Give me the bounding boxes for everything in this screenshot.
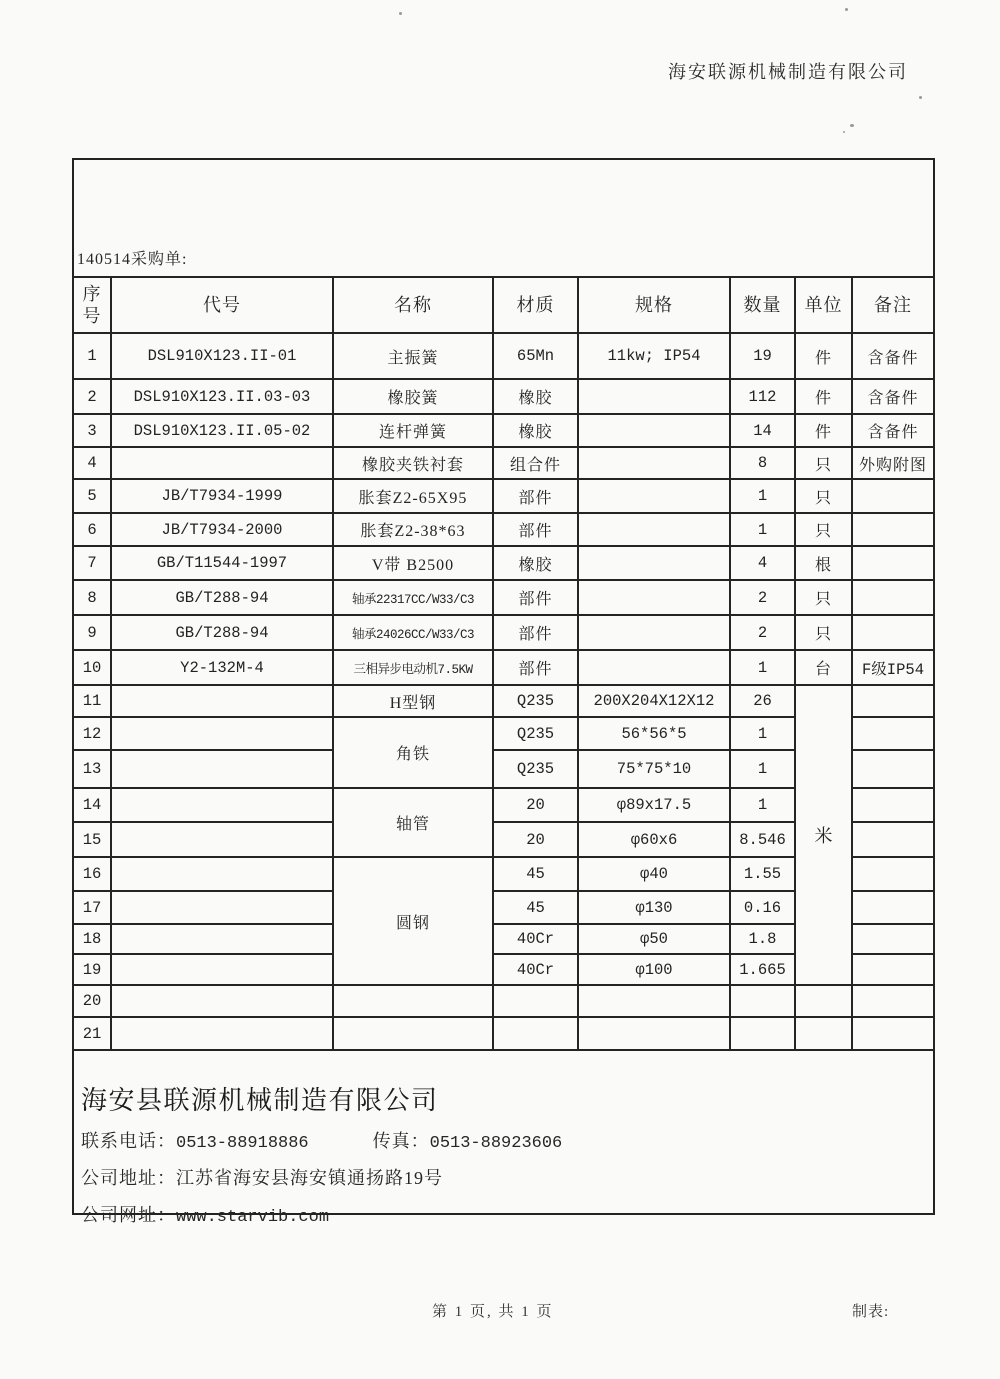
cell-qty: 19: [730, 333, 795, 379]
table-row: [73, 414, 934, 447]
cell-seq: 15: [73, 822, 111, 857]
cell-material: Q235: [493, 717, 578, 750]
cell-material: 65Mn: [493, 333, 578, 379]
cell-unit: 只: [795, 615, 852, 650]
cell-remark: [852, 788, 934, 822]
cell-unit: [795, 985, 852, 1017]
cell-name: 连杆弹簧: [333, 414, 493, 447]
cell-remark: [852, 615, 934, 650]
header-unit: 单位: [795, 277, 852, 333]
cell-material: 20: [493, 788, 578, 822]
cell-code: DSL910X123.II.05-02: [111, 414, 333, 447]
cell-qty: 1: [730, 788, 795, 822]
table-row: [73, 615, 934, 650]
cell-seq: 13: [73, 750, 111, 788]
cell-material: 橡胶: [493, 414, 578, 447]
cell-spec: φ40: [578, 857, 730, 891]
header-code: 代号: [111, 277, 333, 333]
cell-material: 部件: [493, 513, 578, 546]
cell-name: [333, 1017, 493, 1050]
phone-number: 0513-88918886: [176, 1134, 309, 1153]
cell-spec: [578, 447, 730, 479]
header-remark: 备注: [852, 277, 934, 333]
cell-seq: 16: [73, 857, 111, 891]
cell-seq: 18: [73, 924, 111, 954]
cell-qty: 26: [730, 685, 795, 717]
cell-material: Q235: [493, 750, 578, 788]
cell-code: Y2-132M-4: [111, 650, 333, 685]
cell-remark: [852, 924, 934, 954]
cell-material: 部件: [493, 650, 578, 685]
cell-spec: [578, 414, 730, 447]
fax-label: 传真：: [372, 1131, 430, 1151]
cell-material: Q235: [493, 685, 578, 717]
cell-material: 组合件: [493, 447, 578, 479]
cell-material: 橡胶: [493, 379, 578, 414]
cell-seq: 3: [73, 414, 111, 447]
letterhead-company-name: 海安联源机械制造有限公司: [668, 62, 908, 82]
purchase-order-title: 140514采购单:: [77, 251, 188, 268]
cell-qty: [730, 985, 795, 1017]
cell-spec: [578, 985, 730, 1017]
cell-material: [493, 1017, 578, 1050]
cell-spec: [578, 615, 730, 650]
cell-qty: 112: [730, 379, 795, 414]
company-name: 海安县联源机械制造有限公司: [81, 1086, 439, 1115]
cell-name: H型钢: [333, 685, 493, 717]
cell-spec: [578, 580, 730, 615]
purchase-order-table: [72, 276, 935, 1051]
cell-unit: 只: [795, 580, 852, 615]
header-material: 材质: [493, 277, 578, 333]
table-row: [73, 447, 934, 479]
cell-spec: 75*75*10: [578, 750, 730, 788]
cell-qty: 1.8: [730, 924, 795, 954]
scan-speckle: [919, 96, 922, 99]
cell-remark: [852, 985, 934, 1017]
cell-seq: 7: [73, 546, 111, 580]
header-seq: 序号: [73, 277, 111, 333]
cell-spec: 56*56*5: [578, 717, 730, 750]
cell-material: 橡胶: [493, 546, 578, 580]
header-name: 名称: [333, 277, 493, 333]
cell-remark: [852, 822, 934, 857]
table-row: [73, 985, 934, 1017]
cell-unit-merged: 米: [795, 685, 852, 985]
table-row: [73, 1017, 934, 1050]
cell-material: 45: [493, 891, 578, 924]
company-contact-block: [81, 1080, 921, 1238]
cell-qty: 1.55: [730, 857, 795, 891]
cell-unit: 根: [795, 546, 852, 580]
page-number-footer: 第 1 页, 共 1 页: [432, 1304, 554, 1320]
cell-spec: [578, 513, 730, 546]
cell-unit: 件: [795, 333, 852, 379]
cell-material: 40Cr: [493, 924, 578, 954]
cell-name: V带 B2500: [333, 546, 493, 580]
cell-remark: 外购附图: [852, 447, 934, 479]
cell-seq: 17: [73, 891, 111, 924]
cell-qty: 8.546: [730, 822, 795, 857]
cell-seq: 21: [73, 1017, 111, 1050]
cell-remark: [852, 750, 934, 788]
cell-seq: 9: [73, 615, 111, 650]
cell-remark: 含备件: [852, 379, 934, 414]
cell-remark: 含备件: [852, 333, 934, 379]
website-label: 公司网址：: [81, 1205, 176, 1225]
scan-speckle: [850, 124, 854, 127]
cell-material: 部件: [493, 580, 578, 615]
cell-seq: 8: [73, 580, 111, 615]
cell-code: [111, 954, 333, 985]
cell-name: 橡胶夹铁衬套: [333, 447, 493, 479]
cell-unit: 件: [795, 414, 852, 447]
cell-unit: 只: [795, 479, 852, 513]
document-frame: [72, 158, 935, 1227]
cell-unit: 台: [795, 650, 852, 685]
cell-spec: [578, 1017, 730, 1050]
cell-remark: [852, 479, 934, 513]
cell-seq: 14: [73, 788, 111, 822]
cell-code: [111, 447, 333, 479]
cell-code: GB/T288-94: [111, 580, 333, 615]
table-row: [73, 513, 934, 546]
cell-spec: [578, 379, 730, 414]
cell-remark: [852, 857, 934, 891]
scan-speckle: [845, 8, 848, 11]
address-label: 公司地址：: [81, 1168, 176, 1188]
cell-remark: [852, 513, 934, 546]
scan-speckle: [399, 12, 402, 15]
cell-qty: 2: [730, 580, 795, 615]
cell-spec: [578, 546, 730, 580]
cell-code: JB/T7934-2000: [111, 513, 333, 546]
cell-remark: [852, 580, 934, 615]
cell-unit: [795, 1017, 852, 1050]
cell-material: 45: [493, 857, 578, 891]
cell-remark: [852, 546, 934, 580]
cell-code: JB/T7934-1999: [111, 479, 333, 513]
tabulator-label: 制表:: [852, 1304, 890, 1320]
cell-code: [111, 891, 333, 924]
cell-spec: φ100: [578, 954, 730, 985]
cell-remark: 含备件: [852, 414, 934, 447]
table-row: [73, 479, 934, 513]
cell-name: 主振簧: [333, 333, 493, 379]
cell-name-merged: 圆钢: [333, 857, 493, 985]
cell-qty: 1: [730, 513, 795, 546]
cell-code: [111, 857, 333, 891]
cell-code: [111, 685, 333, 717]
cell-unit: 只: [795, 447, 852, 479]
cell-spec: [578, 650, 730, 685]
header-spec: 规格: [578, 277, 730, 333]
cell-spec: φ60x6: [578, 822, 730, 857]
cell-qty: 4: [730, 546, 795, 580]
cell-qty: 0.16: [730, 891, 795, 924]
cell-unit: 只: [795, 513, 852, 546]
cell-remark: F级IP54: [852, 650, 934, 685]
company-address-line: [81, 1164, 921, 1190]
table-row: [73, 685, 934, 717]
cell-code: [111, 788, 333, 822]
cell-qty: 2: [730, 615, 795, 650]
cell-remark: [852, 891, 934, 924]
cell-remark: [852, 954, 934, 985]
company-phone-line: [81, 1127, 921, 1153]
cell-seq: 12: [73, 717, 111, 750]
cell-code: GB/T11544-1997: [111, 546, 333, 580]
cell-seq: 20: [73, 985, 111, 1017]
table-row: [73, 379, 934, 414]
cell-spec: φ89x17.5: [578, 788, 730, 822]
cell-spec: φ130: [578, 891, 730, 924]
cell-qty: 1: [730, 717, 795, 750]
cell-name: 三相异步电动机7.5KW: [333, 650, 493, 685]
cell-seq: 2: [73, 379, 111, 414]
company-website-line: [81, 1201, 921, 1227]
cell-seq: 19: [73, 954, 111, 985]
phone-label: 联系电话：: [81, 1131, 176, 1151]
cell-seq: 10: [73, 650, 111, 685]
cell-name-merged: 角铁: [333, 717, 493, 788]
cell-code: DSL910X123.II-01: [111, 333, 333, 379]
cell-material: 20: [493, 822, 578, 857]
cell-remark: [852, 1017, 934, 1050]
cell-qty: 8: [730, 447, 795, 479]
table-row: [73, 546, 934, 580]
cell-material: 部件: [493, 615, 578, 650]
table-row: [73, 580, 934, 615]
cell-code: [111, 985, 333, 1017]
cell-name: 橡胶簧: [333, 379, 493, 414]
cell-code: [111, 822, 333, 857]
cell-code: [111, 1017, 333, 1050]
cell-name: 轴承22317CC/W33/C3: [333, 580, 493, 615]
cell-code: [111, 924, 333, 954]
header-qty: 数量: [730, 277, 795, 333]
cell-remark: [852, 717, 934, 750]
cell-qty: [730, 1017, 795, 1050]
table-header-row: [73, 277, 934, 333]
cell-qty: 1: [730, 479, 795, 513]
cell-seq: 6: [73, 513, 111, 546]
cell-material: 部件: [493, 479, 578, 513]
cell-qty: 1.665: [730, 954, 795, 985]
cell-code: [111, 717, 333, 750]
address-value: 江苏省海安县海安镇通扬路19号: [176, 1168, 443, 1188]
cell-spec: [578, 479, 730, 513]
cell-seq: 4: [73, 447, 111, 479]
cell-name: 胀套Z2-65X95: [333, 479, 493, 513]
cell-code: [111, 750, 333, 788]
cell-spec: 200X204X12X12: [578, 685, 730, 717]
scan-speckle: [843, 131, 845, 133]
cell-unit: 件: [795, 379, 852, 414]
cell-material: 40Cr: [493, 954, 578, 985]
cell-seq: 1: [73, 333, 111, 379]
fax-number: 0513-88923606: [429, 1134, 563, 1153]
cell-name-merged: 轴管: [333, 788, 493, 857]
cell-spec: φ50: [578, 924, 730, 954]
cell-material: [493, 985, 578, 1017]
cell-seq: 5: [73, 479, 111, 513]
cell-qty: 1: [730, 750, 795, 788]
website-value: www.starvib.com: [176, 1208, 330, 1227]
cell-seq: 11: [73, 685, 111, 717]
cell-code: DSL910X123.II.03-03: [111, 379, 333, 414]
cell-name: 胀套Z2-38*63: [333, 513, 493, 546]
table-row: [73, 650, 934, 685]
cell-code: GB/T288-94: [111, 615, 333, 650]
cell-remark: [852, 685, 934, 717]
cell-qty: 1: [730, 650, 795, 685]
cell-name: [333, 985, 493, 1017]
cell-qty: 14: [730, 414, 795, 447]
cell-name: 轴承24026CC/W33/C3: [333, 615, 493, 650]
table-row: [73, 333, 934, 379]
cell-spec: 11kw; IP54: [578, 333, 730, 379]
